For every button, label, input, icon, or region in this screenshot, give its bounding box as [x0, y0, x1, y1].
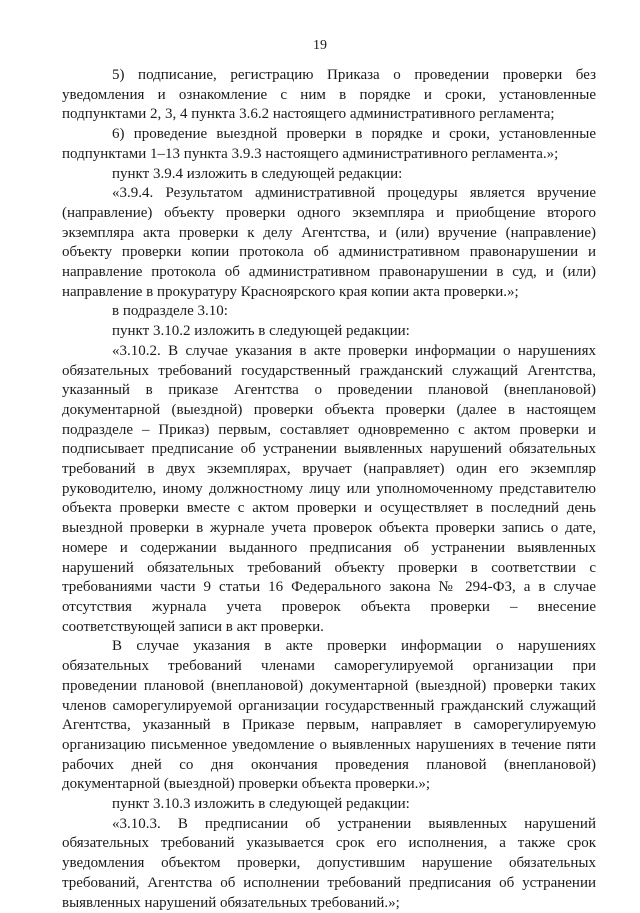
page-number: 19: [313, 38, 327, 53]
paragraph-amend-3-10-2: пункт 3.10.2 изложить в следующей редакции:: [112, 323, 410, 340]
paragraph-subsection-3-10: в подразделе 3.10:: [112, 303, 228, 320]
paragraph-item-6: 6) проведение выездной проверки в порядке и сроки, установленные подпунктами 1–13 пункта 3.9.3 настоящего административного регламента.»;: [62, 126, 596, 162]
paragraph-item-5: 5) подписание, регистрацию Приказа о проведении проверки без уведомления и ознакомление с ним в порядке и сроки, установленные подпунктами 2, 3, 4 пункта 3.6.2 настоящего административного регламента;: [62, 67, 596, 123]
paragraph-clause-3-9-4: «3.9.4. Результатом административной процедуры является вручение (направление) объекту проверки одного экземпляра и приобщение второго экземпляра акта проверки к делу Агентства, и (или) вручение (направление) объекту проверки копии протокола об административном правонарушении и направление протокола об административном правонарушении в суд, и (или) направление в прокуратуру Красноярского края копии акта проверки.»;: [62, 185, 596, 300]
paragraph-clause-3-10-3: «3.10.3. В предписании об устранении выявленных нарушений обязательных требований указывается срок его исполнения, а также срок уведомления объектом проверки, допустившим нарушение обязательных требований, Агентства об исполнении требований предписания об устранении выявленных нарушений обязательных требований.»;: [62, 815, 596, 911]
document-body: [62, 66, 596, 913]
paragraph-clause-3-10-2: «3.10.2. В случае указания в акте проверки информации о нарушениях обязательных требований государственный гражданский служащий Агентства, указанный в приказе Агентства о проведении плановой (внеплановой) документарной (выездной) проверки объекта проверки (далее в настоящем подразделе – Приказ) первым, составляет одновременно с актом проверки и подписывает предписание об устранении выявленных нарушений обязательных требований в двух экземплярах, вручает (направляет) один его экземпляр руководителю, иному должностному лицу или уполномоченному представителю объекта проверки вместе с актом проверки и осуществляет в последний день выездной проверки в журнале учета проверок объекта проверки запись о дате, номере и содержании выданного предписания об устранении выявленных нарушений обязательных требований объекту проверки в соответствии с требованиями части 9 статьи 16 Федерального закона № 294-ФЗ, а в случае отсутствия журнала учета проверок объекта проверки – внесение соответствующей записи в акт проверки.: [62, 342, 596, 635]
paragraph-amend-3-9-4: пункт 3.9.4 изложить в следующей редакции:: [112, 165, 403, 182]
paragraph-amend-3-10-3: пункт 3.10.3 изложить в следующей редакции:: [112, 796, 410, 813]
paragraph-sro-notice: В случае указания в акте проверки информации о нарушениях обязательных требований членами саморегулируемой организации при проведении плановой (внеплановой) документарной (выездной) проверки таких членов саморегулируемой организации государственный гражданский служащий Агентства, указанный в Приказе первым, направляет в саморегулируемую организацию письменное уведомление о выявленных нарушениях в течение пяти рабочих дней со дня окончания проведения плановой (внеплановой) документарной (выездной) проверки объекта проверки.»;: [62, 638, 596, 793]
